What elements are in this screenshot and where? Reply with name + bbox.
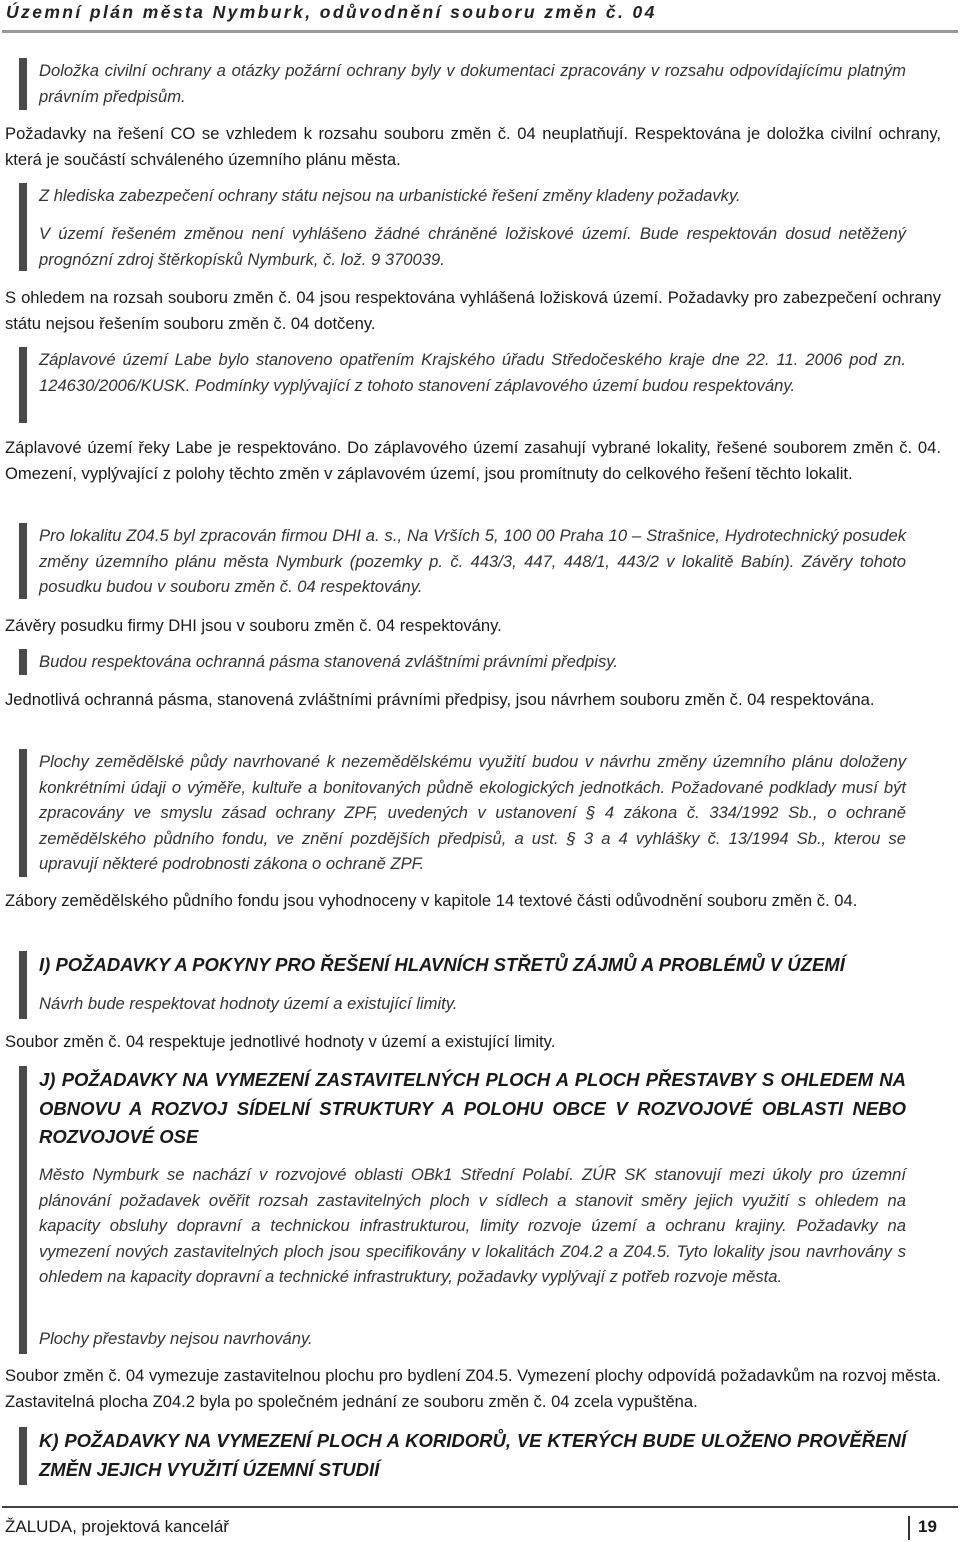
quote-bar	[19, 347, 27, 423]
paragraph-section-i: Soubor změn č. 04 respektuje jednotlivé hodnoty v území a existující limity.	[5, 1032, 556, 1051]
page-number: 19	[918, 1517, 937, 1536]
quote-section-j-development: Město Nymburk se nachází v rozvojové oblasti OBk1 Střední Polabí. ZÚR SK stanovují mezi úkoly pro územní plánování požadavek ověřit rozsah zastavitelných ploch v sídlech a stanovit směry jejich využití s ohledem na kapacity obsluhy dopravní a technickou infrastrukturou, limity rozvoje území a ochranu krajiny. Požadavky na vymezení nových zastavitelných ploch jsou specifikovány v lokalitách Z04.2 a Z04.5. Tyto lokality jsou navrhovány s ohledem na kapacity dopravní a technické infrastruktury, požadavky vyplývají z potřeb rozvoje města.	[39, 1165, 906, 1286]
quote-section-j-redevelopment: Plochy přestavby nejsou navrhovány.	[39, 1329, 313, 1348]
section-bar	[19, 1066, 27, 1354]
paragraph-civil-protection: Požadavky na řešení CO se vzhledem k rozsahu souboru změn č. 04 neuplatňují. Respektována je doložka civilní ochrany, která je součástí schváleného územního plánu města.	[5, 124, 941, 169]
paragraph-protection-zones: Jednotlivá ochranná pásma, stanovená zvláštními právními předpisy, jsou návrhem souboru změn č. 04 respektována.	[5, 690, 875, 709]
quote-bar	[19, 649, 27, 675]
quote-deposit: V území řešeném změnou není vyhlášeno žádné chráněné ložiskové území. Bude respektován dosud netěžený prognózní zdroj štěrkopísků Nymburk, č. lož. 9 370039.	[39, 224, 906, 269]
quote-state-protection: Z hlediska zabezpečení ochrany státu nejsou na urbanistické řešení změny kladeny požadavky.	[39, 186, 741, 205]
quote-bar	[19, 58, 27, 110]
quote-section-i: Návrh bude respektovat hodnoty území a existující limity.	[39, 994, 458, 1013]
quote-protection-zones: Budou respektována ochranná pásma stanovená zvláštními právními předpisy.	[39, 652, 618, 671]
section-heading-k: K) POŽADAVKY NA VYMEZENÍ PLOCH A KORIDORŮ, VE KTERÝCH BUDE ULOŽENO PROVĚŘENÍ ZMĚN JEJICH VYUŽITÍ ÚZEMNÍ STUDIÍ	[39, 1430, 906, 1480]
footer-separator	[908, 1516, 910, 1540]
page-header	[0, 0, 960, 36]
quote-bar	[19, 749, 27, 877]
section-heading-j: J) POŽADAVKY NA VYMEZENÍ ZASTAVITELNÝCH PLOCH A PLOCH PŘESTAVBY S OHLEDEM NA OBNOVU A ROZVOJ SÍDELNÍ STRUKTURY A POLOHU OBCE V ROZVOJOVÉ OBLASTI NEBO ROZVOJOVÉ OSE	[39, 1069, 906, 1147]
paragraph-section-j: Soubor změn č. 04 vymezuje zastavitelnou plochu pro bydlení Z04.5. Vymezení plochy odpovídá požadavkům na rozvoj města. Zastavitelná plocha Z04.2 byla po společném jednání ze souboru změn č. 04 zcela vypuštěna.	[5, 1366, 941, 1411]
quote-agricultural-land: Plochy zemědělské půdy navrhované k nezemědělskému využití budou v návrhu změny územního plánu doloženy konkrétními údaji o výměře, kultuře a bonitovaných půdně ekologických jednotkách. Požadované podklady musí být zpracovány ve smyslu zásad ochrany ZPF, uvedených v ustanovení § 4 zákona č. 334/1992 Sb., o ochraně zemědělského půdního fondu, ve znění pozdějších předpisů, a ust. § 3 a 4 vyhlášky č. 13/1994 Sb., kterou se upravují některé podrobnosti zákona o ochraně ZPF.	[39, 752, 906, 873]
quote-civil-protection: Doložka civilní ochrany a otázky požární ochrany byly v dokumentaci zpracovány v rozsahu odpovídajícímu platným právním předpisům.	[39, 61, 906, 106]
section-heading-i: I) POŽADAVKY A POKYNY PRO ŘEŠENÍ HLAVNÍCH STŘETŮ ZÁJMŮ A PROBLÉMŮ V ÚZEMÍ	[39, 954, 845, 975]
page-footer	[0, 1506, 960, 1542]
section-bar	[19, 951, 27, 1019]
paragraph-dhi-study: Závěry posudku firmy DHI jsou v souboru změn č. 04 respektovány.	[5, 616, 502, 635]
footer-rule	[2, 1506, 958, 1508]
quote-bar	[19, 523, 27, 599]
footer-company: ŽALUDA, projektová kancelář	[5, 1517, 229, 1536]
section-bar	[19, 1427, 27, 1485]
header-rule	[2, 30, 958, 33]
quote-dhi-study: Pro lokalitu Z04.5 byl zpracován firmou DHI a. s., Na Vrších 5, 100 00 Praha 10 – Strašnice, Hydrotechnický posudek změny územního plánu města Nymburk (pozemky p. č. 443/3, 447, 448/1, 443/2 v lokalitě Babín). Závěry tohoto posudku budou v souboru změn č. 04 respektovány.	[39, 526, 906, 596]
paragraph-agricultural-land: Zábory zemědělského půdního fondu jsou vyhodnoceny v kapitole 14 textové části odůvodnění souboru změn č. 04.	[5, 891, 858, 910]
paragraph-flood-area: Záplavové území řeky Labe je respektováno. Do záplavového území zasahují vybrané lokality, řešené souborem změn č. 04. Omezení, vyplývající z polohy těchto změn v záplavovém území, jsou promítnuty do celkového řešení těchto lokalit.	[5, 438, 941, 483]
document-title: Územní plán města Nymburk, odůvodnění souboru změn č. 04	[6, 2, 657, 22]
quote-flood-area: Záplavové území Labe bylo stanoveno opatřením Krajského úřadu Středočeského kraje dne 22. 11. 2006 pod zn. 124630/2006/KUSK. Podmínky vyplývající z tohoto stanovení záplavového území budou respektovány.	[39, 350, 906, 395]
paragraph-deposit: S ohledem na rozsah souboru změn č. 04 jsou respektována vyhlášená ložisková území. Požadavky pro zabezpečení ochrany státu nejsou řešením souboru změn č. 04 dotčeny.	[5, 288, 941, 333]
quote-bar	[19, 183, 27, 271]
